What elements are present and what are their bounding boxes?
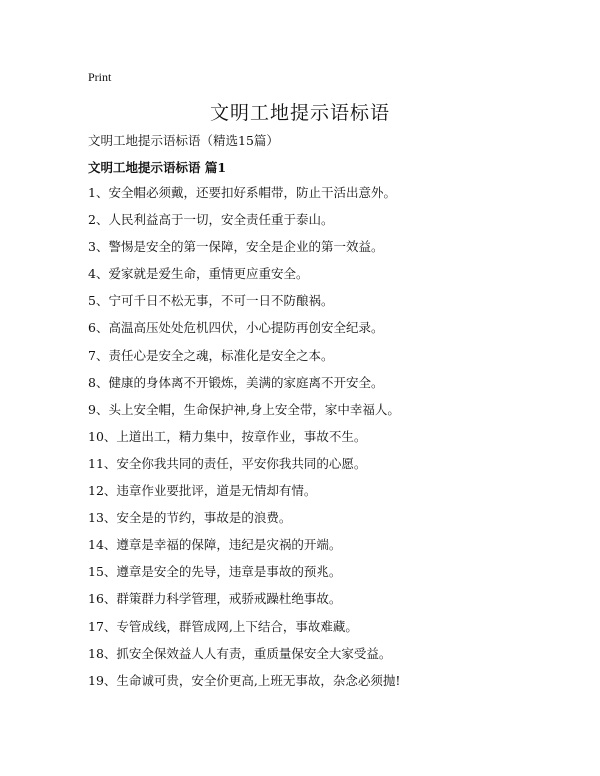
list-item: 18、抓安全保效益人人有责，重质量保安全大家受益。 bbox=[88, 645, 392, 661]
list-item: 13、安全是的节约，事故是的浪费。 bbox=[88, 510, 292, 526]
document-subtitle: 文明工地提示语标语（精选15篇） bbox=[88, 133, 279, 148]
list-item: 7、责任心是安全之魂，标准化是安全之本。 bbox=[88, 347, 334, 363]
list-item: 17、专管成线，群管成网,上下结合，事故难藏。 bbox=[88, 618, 358, 634]
list-item: 4、爱家就是爱生命，重情更应重安全。 bbox=[88, 266, 309, 282]
list-item: 15、遵章是安全的先导，违章是事故的预兆。 bbox=[88, 564, 342, 580]
list-item: 11、安全你我共同的责任，平安你我共同的心愿。 bbox=[88, 455, 367, 471]
list-item: 9、头上安全帽，生命保护神,身上安全带，家中幸福人。 bbox=[88, 401, 400, 417]
list-item: 8、健康的身体离不开锻炼，美满的家庭离不开安全。 bbox=[88, 374, 384, 390]
list-item: 10、上道出工，精力集中，按章作业，事故不生。 bbox=[88, 428, 367, 444]
list-item: 6、高温高压处处危机四伏，小心提防再创安全纪录。 bbox=[88, 320, 384, 336]
list-item: 3、警惕是安全的第一保障，安全是企业的第一效益。 bbox=[88, 239, 384, 255]
list-item: 12、违章作业要批评，道是无情却有情。 bbox=[88, 483, 317, 499]
print-label: Print bbox=[88, 70, 112, 84]
list-item: 5、宁可千日不松无事，不可一日不防酿祸。 bbox=[88, 293, 334, 309]
section-heading: 文明工地提示语标语 篇1 bbox=[88, 160, 227, 175]
list-item: 19、生命诚可贵，安全价更高,上班无事故，杂念必须抛! bbox=[88, 672, 401, 688]
list-item: 2、人民利益高于一切，安全责任重于泰山。 bbox=[88, 212, 334, 228]
list-item: 1、安全帽必须戴，还要扣好系帽带，防止干活出意外。 bbox=[88, 185, 396, 200]
slogan-list bbox=[88, 186, 400, 701]
list-item: 14、遵章是幸福的保障，违纪是灾祸的开端。 bbox=[88, 537, 342, 553]
list-item: 16、群策群力科学管理，戒骄戒躁杜绝事故。 bbox=[88, 591, 342, 607]
document-title: 文明工地提示语标语 bbox=[209, 102, 390, 124]
